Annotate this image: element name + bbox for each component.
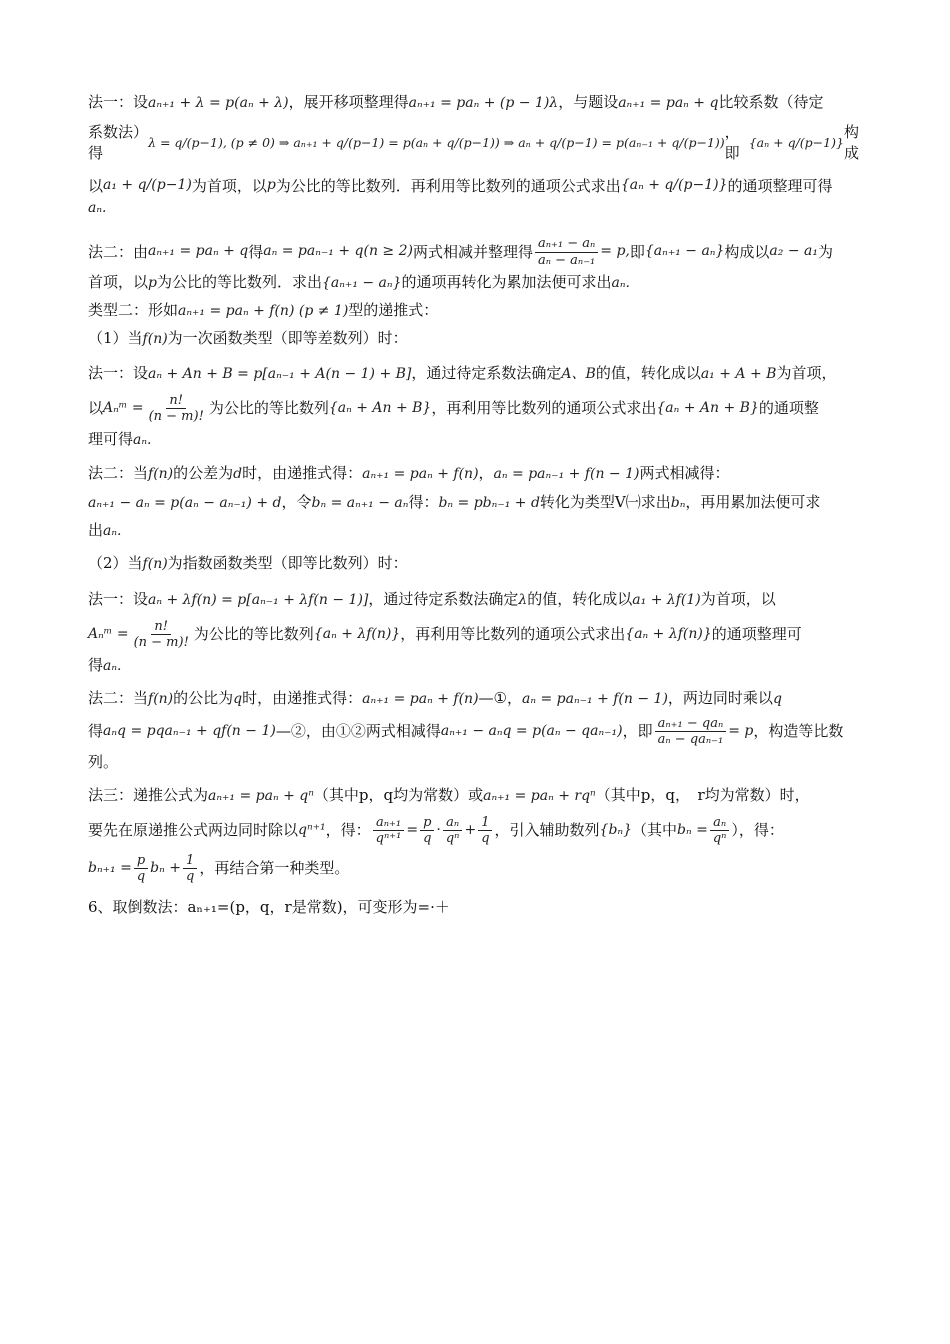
- formula-result: aₙ.: [88, 199, 107, 216]
- formula-first-term: a₁ + q/(p−1): [103, 177, 192, 194]
- c2m3-line3: bₙ₊₁ = $\frac{p}{q}$ bₙ + $\frac{1}{q}$ ，再结合第一种类型。: [88, 852, 350, 885]
- formula-set: aₙ₊₁ + λ = p(aₙ + λ): [148, 95, 289, 111]
- c1m2-line2: aₙ₊₁ − aₙ = p(aₙ − aₙ₋₁) + d，令bₙ = aₙ₊₁ − aₙ得：bₙ = pbₙ₋₁ + d转化为类型Ⅴ㈠求出bₙ，再用累加法便可求: [88, 493, 821, 512]
- formula-m2-seq: {aₙ₊₁ − aₙ}: [644, 243, 725, 260]
- c1m1-line3: 理可得aₙ.: [88, 429, 152, 448]
- method1-line3: 以 a₁ + q/(p−1) 为首项，以 p 为公比的等比数列．再利用等比数列的通项公式求出 {aₙ + q/(p−1)} 的通项整理可得: [88, 176, 833, 195]
- method1-line2: 系数法）得 λ = q/(p−1), (p ≠ 0) ⇒ aₙ₊₁ + q/(p−1) = p(aₙ + q/(p−1)) ⇒ aₙ + q/(p−1) = p(aₙ₋₁ + q/(p−1)) ，即 {aₙ + q/(p−1)} 构成: [88, 122, 859, 162]
- method2-line1: 法二：由 aₙ₊₁ = paₙ + q 得 aₙ = paₙ₋₁ + q(n ≥ 2) 两式相减并整理得 $\frac{\text{aₙ₊₁ − aₙ}}{\text{aₙ − aₙ₋₁}}$ = p, 即 {aₙ₊₁ − aₙ} 构成以 a₂ − a₁ 为: [88, 236, 833, 268]
- formula-chain: λ = q/(p−1), (p ≠ 0) ⇒ aₙ₊₁ + q/(p−1) = p(aₙ + q/(p−1)) ⇒ aₙ + q/(p−1) = p(aₙ₋₁ + q/(p−1)): [148, 134, 725, 150]
- formula-ratio: p: [266, 177, 276, 194]
- c2m3-line1: 法三：递推公式为aₙ₊₁ = paₙ + qⁿ（其中p，q均为常数）或aₙ₊₁ = paₙ + rqⁿ（其中p，q， r均为常数）时，: [88, 786, 810, 805]
- formula-seq2: {aₙ + q/(p−1)}: [620, 177, 728, 194]
- fraction-an-over-qn: $\frac{\text{aₙ}}{\text{qⁿ}}$: [443, 815, 463, 847]
- c1m1-line2: 以 Aₙᵐ = $\frac{n!}{(n - m)!}$ 为公比的等比数列 {aₙ + An + B} ，再利用等比数列的通项公式求出 {aₙ + An + B} 的通项整: [88, 392, 819, 425]
- fraction-bn: $\frac{\text{aₙ}}{\text{qⁿ}}$: [710, 815, 730, 847]
- c2m1-line1: 法一：设aₙ + λf(n) = p[aₙ₋₁ + λf(n − 1)]，通过待定系数法确定λ的值，转化成以a₁ + λf(1)为首项，以: [88, 589, 776, 608]
- fraction-m2: $\frac{\text{aₙ₊₁ − aₙ}}{\text{aₙ − aₙ₋₁}}$: [535, 236, 598, 268]
- fraction-perm-2: $\frac{n!}{(n - m)!}$: [133, 618, 189, 651]
- fraction-eq-lhs: $\frac{\text{aₙ₊₁}}{\text{qⁿ⁺¹}}$: [373, 815, 405, 847]
- fraction-c2m2: $\frac{\text{aₙ₊₁ − qaₙ}}{\text{aₙ − qaₙ₋₁}}$: [655, 716, 727, 748]
- formula-given: aₙ₊₁ = paₙ + q: [618, 95, 719, 111]
- case2-heading: （2）当f(n)为指数函数类型（即等比数列）时：: [88, 554, 408, 573]
- formula-m2-first: a₂ − a₁: [769, 243, 818, 260]
- c1m1-line1: 法一：设aₙ + An + B = p[aₙ₋₁ + A(n − 1) + B]，通过待定系数法确定A、B的值，转化成以a₁ + A + B为首项，: [88, 364, 837, 383]
- fraction-final-p-q: $\frac{p}{q}$: [134, 853, 148, 885]
- formula-seq: {aₙ + q/(p−1)}: [748, 134, 844, 150]
- method1-line4: [88, 197, 868, 219]
- fraction-one-over-q: $\frac{1}{q}$: [478, 815, 492, 847]
- formula-expand: aₙ₊₁ = paₙ + (p − 1)λ: [408, 95, 559, 111]
- method1-line1: 法一：设aₙ₊₁ + λ = p(aₙ + λ)，展开移项整理得aₙ₊₁ = paₙ + (p − 1)λ，与题设aₙ₊₁ = paₙ + q比较系数（待定: [88, 93, 824, 111]
- c1m2-line1: 法二：当f(n)的公差为d时，由递推式得：aₙ₊₁ = paₙ + f(n)，aₙ = paₙ₋₁ + f(n − 1)两式相减得：: [88, 463, 730, 482]
- c2m1-line2: Aₙᵐ = $\frac{n!}{(n - m)!}$ 为公比的等比数列 {aₙ + λf(n)} ，再利用等比数列的通项公式求出 {aₙ + λf(n)} 的通项整理可: [88, 618, 802, 651]
- fraction-final-one-q: $\frac{1}{q}$: [183, 853, 197, 885]
- c1m2-line3: 出aₙ.: [88, 520, 122, 539]
- case1-heading: （1）当f(n)为一次函数类型（即等差数列）时：: [88, 328, 408, 347]
- formula-m2-2: aₙ = paₙ₋₁ + q(n ≥ 2): [263, 243, 413, 260]
- fraction-perm: $\frac{n!}{(n - m)!}$: [148, 392, 204, 425]
- item6-line: 6、取倒数法：aₙ₊₁=(p，q，r是常数)，可变形为=·＋: [88, 898, 450, 917]
- c2m2-line1: 法二：当f(n)的公比为q时，由递推式得：aₙ₊₁ = paₙ + f(n)—①，aₙ = paₙ₋₁ + f(n − 1)，两边同时乘以q: [88, 689, 782, 708]
- c2m2-line3: 列。: [88, 753, 119, 772]
- c2m3-line2: 要先在原递推公式两边同时除以 qⁿ⁺¹ ，得： $\frac{\text{aₙ₊₁}}{\text{qⁿ⁺¹}}$ = $\frac{p}{q}$ · $\frac{\text{aₙ}}{\text{qⁿ}}$ + $\frac{1}{q}$ ，引入辅助数列 {bₙ} （其中 bₙ = $\frac{\text{aₙ}}{\text{qⁿ}}$ ），得：: [88, 814, 784, 847]
- document-body: [88, 92, 868, 918]
- formula-m2-1: aₙ₊₁ = paₙ + q: [148, 243, 249, 260]
- c2m1-line3: 得aₙ.: [88, 655, 122, 674]
- method2-line2: 首项，以p为公比的等比数列．求出{aₙ₊₁ − aₙ}的通项再转化为累加法便可求出aₙ.: [88, 273, 630, 292]
- c2m2-line2: 得 aₙq = pqaₙ₋₁ + qf(n − 1) —②，由①②两式相减得 aₙ₊₁ − aₙq = p(aₙ − qaₙ₋₁) ，即 $\frac{\text{aₙ₊₁ − qaₙ}}{\text{aₙ − qaₙ₋₁}}$ = p ，构造等比数: [88, 715, 844, 748]
- type2-heading: 类型二：形如aₙ₊₁ = paₙ + f(n) (p ≠ 1)型的递推式：: [88, 300, 439, 319]
- fraction-p-over-q: $\frac{p}{q}$: [420, 815, 434, 847]
